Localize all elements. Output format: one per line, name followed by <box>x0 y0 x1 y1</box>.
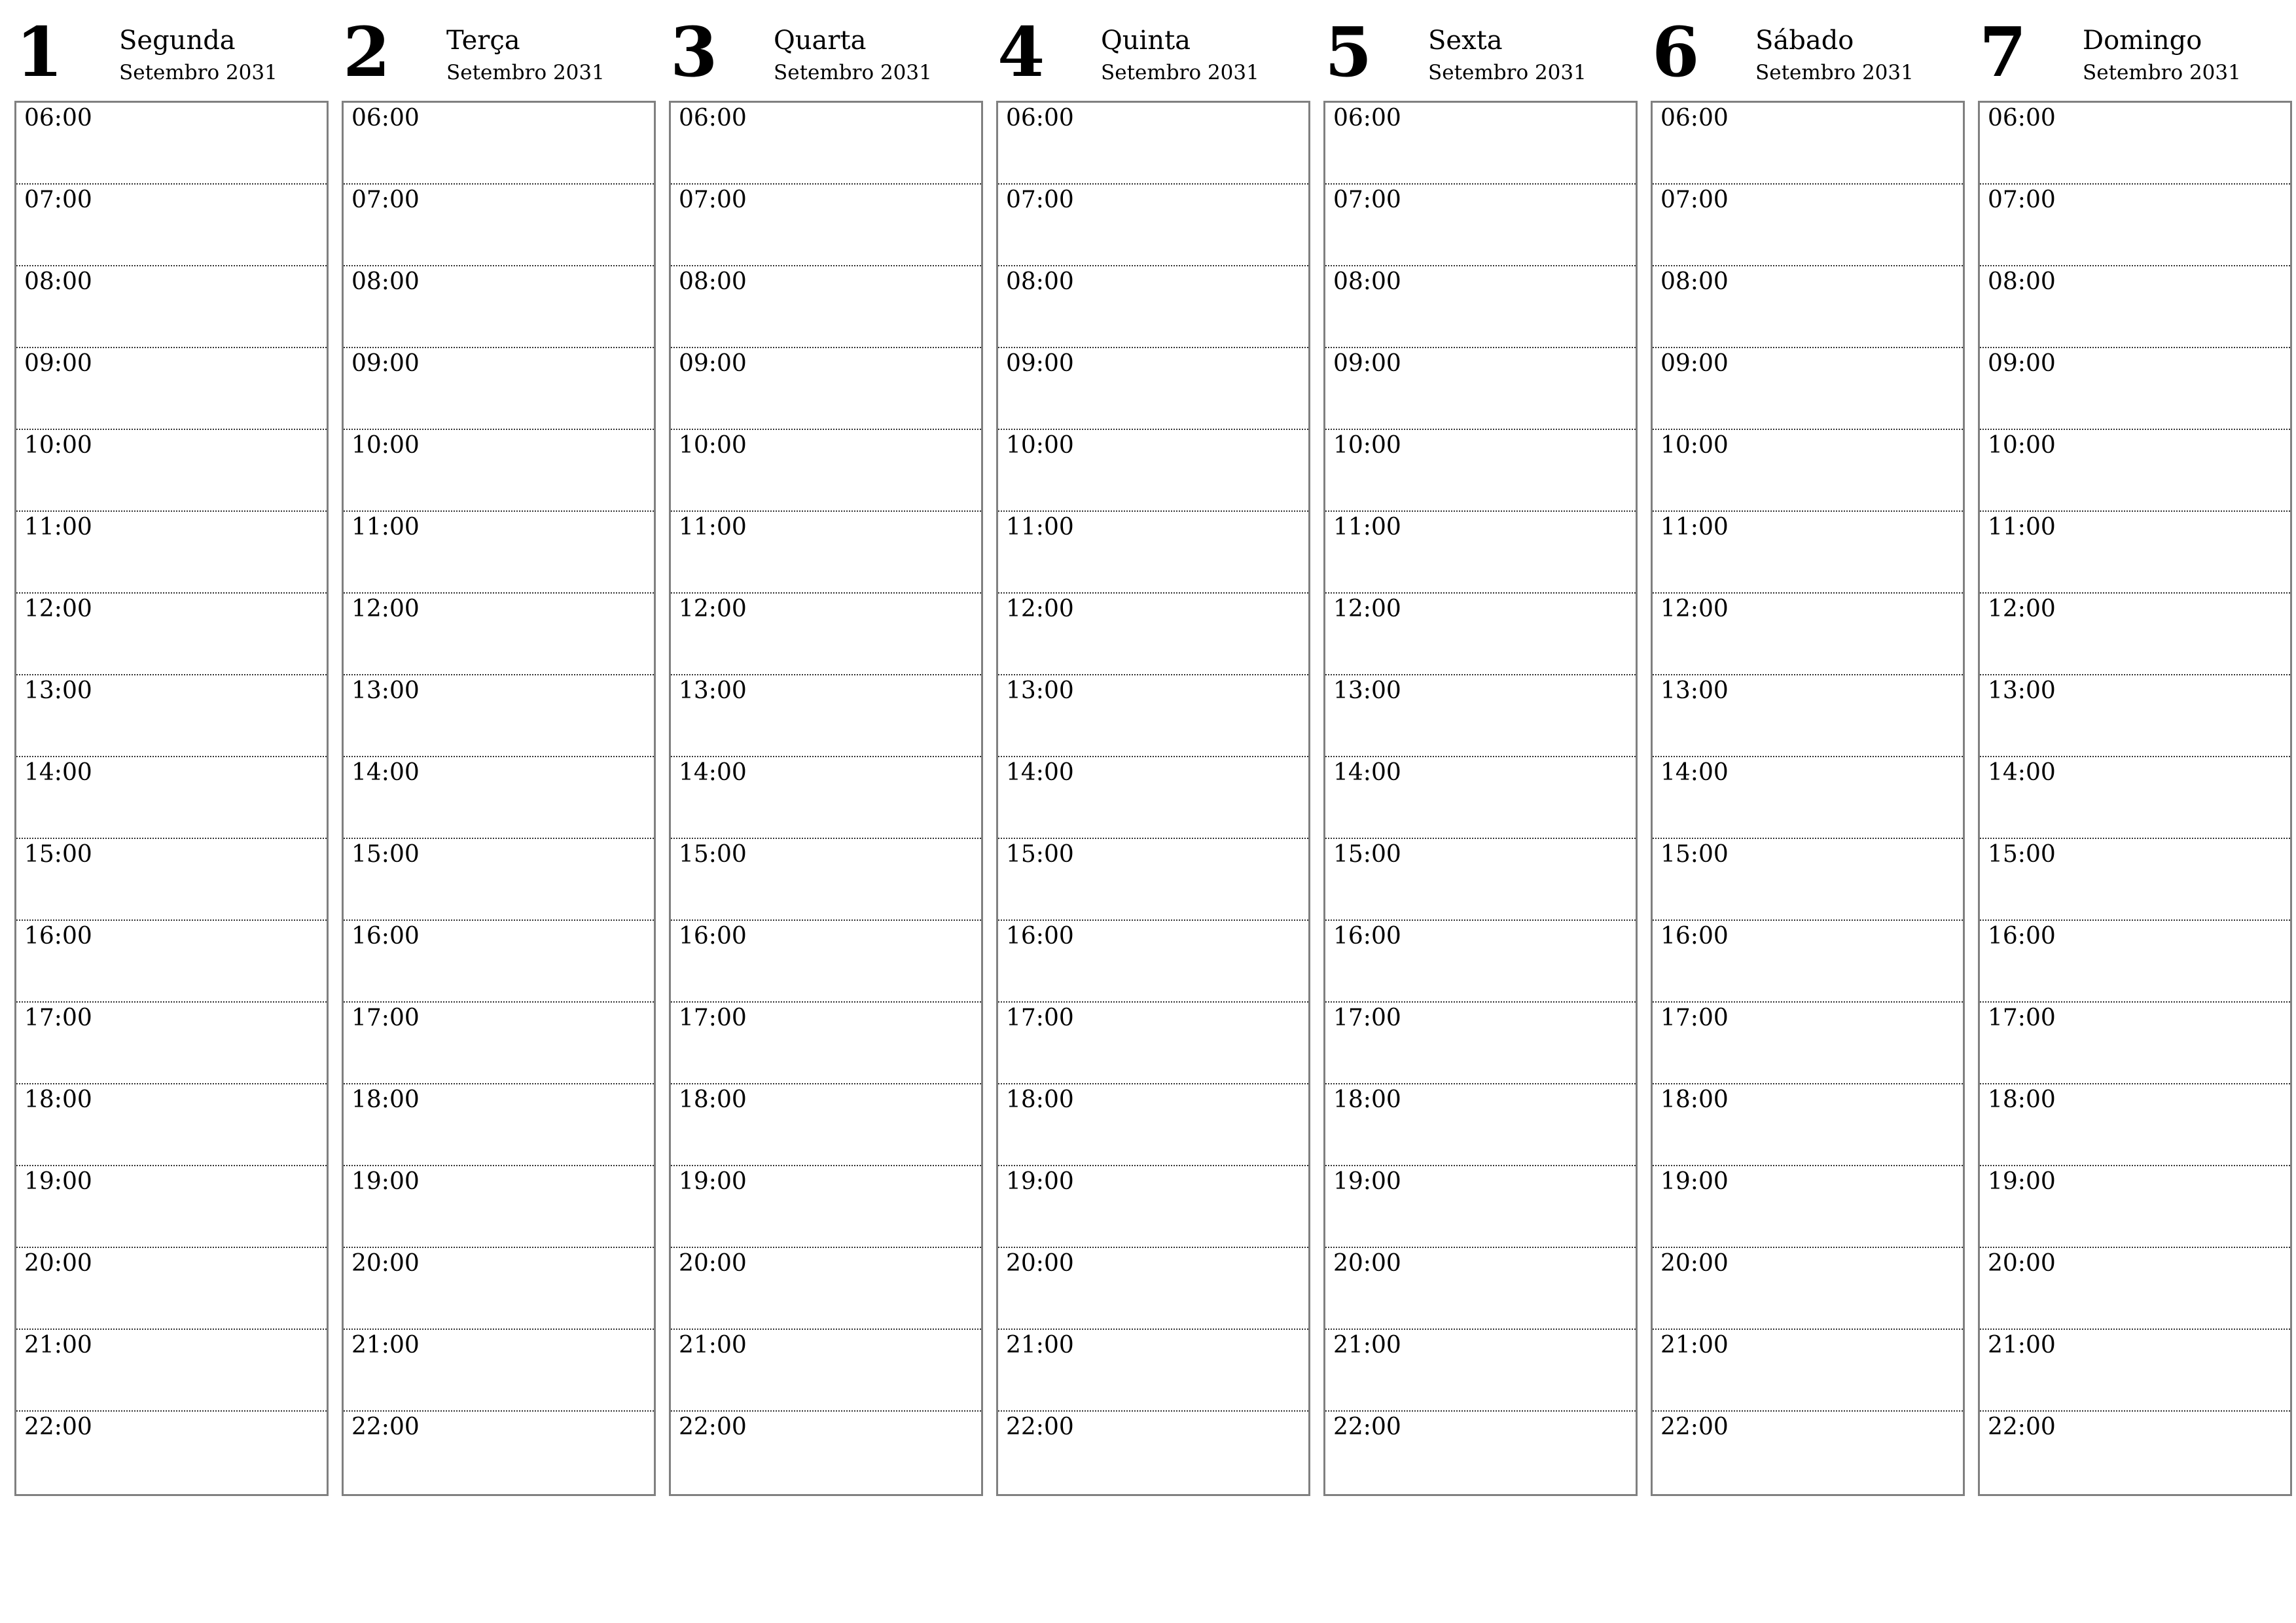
hour-label: 12:00 <box>1006 596 1074 622</box>
hour-slot[interactable] <box>998 1248 1308 1330</box>
hour-label: 07:00 <box>1988 187 2056 213</box>
hour-label: 21:00 <box>679 1332 747 1359</box>
hour-slots-box <box>14 101 329 1496</box>
hour-label: 18:00 <box>351 1086 420 1113</box>
hour-slot[interactable] <box>344 348 654 430</box>
day-number: 3 <box>670 12 718 92</box>
hour-label: 14:00 <box>1988 759 2056 786</box>
hour-slot[interactable] <box>16 1330 327 1412</box>
hour-slot[interactable] <box>1653 757 1963 839</box>
hour-slot[interactable] <box>1325 1166 1636 1248</box>
hour-label: 19:00 <box>1988 1168 2056 1195</box>
hour-slot[interactable] <box>1325 103 1636 185</box>
hour-label: 07:00 <box>351 187 420 213</box>
hour-slot[interactable] <box>16 839 327 921</box>
hour-label: 21:00 <box>1006 1332 1074 1359</box>
day-month-year: Setembro 2031 <box>2083 61 2241 84</box>
hour-slots-box <box>1978 101 2292 1496</box>
day-column <box>14 13 327 1499</box>
hour-slot[interactable] <box>16 348 327 430</box>
hour-slot[interactable] <box>1653 430 1963 512</box>
hour-label: 13:00 <box>1006 677 1074 704</box>
hour-slot[interactable] <box>344 266 654 348</box>
hour-slot[interactable] <box>671 675 981 757</box>
hour-slot[interactable] <box>1980 185 2290 266</box>
hour-label: 14:00 <box>1333 759 1401 786</box>
hour-label: 17:00 <box>24 1005 92 1031</box>
hour-slot[interactable] <box>671 185 981 266</box>
hour-slot[interactable] <box>1653 103 1963 185</box>
hour-slot[interactable] <box>1325 430 1636 512</box>
hour-label: 11:00 <box>1006 514 1074 541</box>
hour-label: 06:00 <box>1988 105 2056 132</box>
hour-label: 14:00 <box>1006 759 1074 786</box>
hour-label: 11:00 <box>679 514 747 541</box>
hour-label: 11:00 <box>1988 514 2056 541</box>
hour-slot[interactable] <box>16 103 327 185</box>
hour-slot[interactable] <box>671 430 981 512</box>
hour-label: 06:00 <box>1333 105 1401 132</box>
hour-label: 14:00 <box>1660 759 1729 786</box>
hour-label: 22:00 <box>1006 1414 1074 1440</box>
hour-label: 09:00 <box>24 350 92 377</box>
hour-label: 09:00 <box>351 350 420 377</box>
hour-label: 12:00 <box>1988 596 2056 622</box>
hour-slots-box <box>1323 101 1638 1496</box>
hour-slot[interactable] <box>1980 1166 2290 1248</box>
hour-label: 22:00 <box>679 1414 747 1440</box>
hour-label: 16:00 <box>679 923 747 950</box>
hour-label: 17:00 <box>1006 1005 1074 1031</box>
hour-label: 09:00 <box>1660 350 1729 377</box>
hour-slot[interactable] <box>671 103 981 185</box>
weekly-planner <box>14 13 2291 1499</box>
hour-label: 17:00 <box>1988 1005 2056 1031</box>
hour-slot[interactable] <box>1325 839 1636 921</box>
hour-label: 12:00 <box>1333 596 1401 622</box>
hour-slot[interactable] <box>1325 1330 1636 1412</box>
hour-label: 06:00 <box>1006 105 1074 132</box>
hour-label: 07:00 <box>1660 187 1729 213</box>
hour-label: 18:00 <box>1660 1086 1729 1113</box>
hour-label: 09:00 <box>1333 350 1401 377</box>
hour-slot[interactable] <box>671 1330 981 1412</box>
hour-slot[interactable] <box>16 266 327 348</box>
hour-label: 19:00 <box>679 1168 747 1195</box>
hour-label: 11:00 <box>1333 514 1401 541</box>
hour-slot[interactable] <box>16 185 327 266</box>
hour-slot[interactable] <box>998 1166 1308 1248</box>
hour-slot[interactable] <box>1653 1003 1963 1084</box>
hour-label: 07:00 <box>1333 187 1401 213</box>
hour-slot[interactable] <box>16 1084 327 1166</box>
day-number: 5 <box>1325 12 1372 92</box>
hour-label: 16:00 <box>1006 923 1074 950</box>
hour-label: 09:00 <box>1988 350 2056 377</box>
hour-slot[interactable] <box>1325 594 1636 675</box>
hour-slot[interactable] <box>1653 185 1963 266</box>
hour-slot[interactable] <box>998 1412 1308 1493</box>
hour-slot[interactable] <box>1653 1166 1963 1248</box>
hour-label: 12:00 <box>679 596 747 622</box>
hour-slot[interactable] <box>671 1084 981 1166</box>
hour-slot[interactable] <box>344 1330 654 1412</box>
hour-label: 12:00 <box>24 596 92 622</box>
hour-label: 13:00 <box>351 677 420 704</box>
hour-label: 15:00 <box>1660 841 1729 868</box>
hour-slot[interactable] <box>344 757 654 839</box>
hour-slot[interactable] <box>671 839 981 921</box>
hour-slot[interactable] <box>16 1412 327 1493</box>
day-month-year: Setembro 2031 <box>774 61 932 84</box>
hour-slot[interactable] <box>1325 1003 1636 1084</box>
hour-slot[interactable] <box>344 430 654 512</box>
hour-slot[interactable] <box>344 512 654 594</box>
hour-label: 13:00 <box>1988 677 2056 704</box>
hour-slot[interactable] <box>16 430 327 512</box>
hour-label: 15:00 <box>679 841 747 868</box>
hour-slot[interactable] <box>1653 1248 1963 1330</box>
hour-slots-box <box>996 101 1310 1496</box>
hour-slot[interactable] <box>1653 512 1963 594</box>
hour-slot[interactable] <box>1325 348 1636 430</box>
hour-label: 13:00 <box>24 677 92 704</box>
hour-slot[interactable] <box>1325 185 1636 266</box>
hour-slot[interactable] <box>1325 1248 1636 1330</box>
day-header <box>669 13 982 101</box>
hour-slot[interactable] <box>998 512 1308 594</box>
hour-label: 17:00 <box>679 1005 747 1031</box>
hour-slot[interactable] <box>998 757 1308 839</box>
hour-slot[interactable] <box>1653 348 1963 430</box>
day-number: 4 <box>997 12 1045 92</box>
hour-slot[interactable] <box>1980 1003 2290 1084</box>
hour-slot[interactable] <box>671 348 981 430</box>
hour-label: 14:00 <box>351 759 420 786</box>
hour-label: 08:00 <box>24 268 92 295</box>
hour-slot[interactable] <box>1980 675 2290 757</box>
hour-label: 08:00 <box>1988 268 2056 295</box>
day-name: Domingo <box>2083 26 2202 56</box>
hour-label: 10:00 <box>1660 432 1729 459</box>
hour-label: 16:00 <box>1333 923 1401 950</box>
hour-slot[interactable] <box>1653 266 1963 348</box>
hour-slot[interactable] <box>1325 1412 1636 1493</box>
hour-slot[interactable] <box>1325 675 1636 757</box>
hour-slot[interactable] <box>1653 1412 1963 1493</box>
hour-label: 13:00 <box>1333 677 1401 704</box>
hour-slots-box <box>342 101 656 1496</box>
hour-label: 07:00 <box>24 187 92 213</box>
day-header <box>14 13 327 101</box>
hour-slot[interactable] <box>1980 594 2290 675</box>
day-header <box>1978 13 2291 101</box>
hour-label: 16:00 <box>24 923 92 950</box>
hour-label: 10:00 <box>1333 432 1401 459</box>
hour-slot[interactable] <box>998 348 1308 430</box>
day-header <box>342 13 655 101</box>
day-name: Quarta <box>774 26 867 56</box>
hour-label: 21:00 <box>351 1332 420 1359</box>
day-month-year: Setembro 2031 <box>119 61 278 84</box>
hour-label: 06:00 <box>351 105 420 132</box>
hour-label: 18:00 <box>1333 1086 1401 1113</box>
hour-label: 11:00 <box>24 514 92 541</box>
day-name: Terça <box>446 26 520 56</box>
hour-label: 07:00 <box>1006 187 1074 213</box>
hour-label: 13:00 <box>679 677 747 704</box>
hour-label: 14:00 <box>24 759 92 786</box>
hour-slot[interactable] <box>998 1330 1308 1412</box>
day-header <box>1651 13 1964 101</box>
hour-slot[interactable] <box>1325 921 1636 1003</box>
hour-label: 21:00 <box>24 1332 92 1359</box>
hour-label: 08:00 <box>351 268 420 295</box>
hour-label: 13:00 <box>1660 677 1729 704</box>
day-month-year: Setembro 2031 <box>1428 61 1587 84</box>
hour-label: 16:00 <box>1988 923 2056 950</box>
hour-slot[interactable] <box>998 185 1308 266</box>
hour-label: 15:00 <box>1333 841 1401 868</box>
hour-slot[interactable] <box>1980 348 2290 430</box>
hour-label: 22:00 <box>351 1414 420 1440</box>
hour-slots-box <box>1651 101 1965 1496</box>
day-header <box>1323 13 1636 101</box>
hour-label: 10:00 <box>679 432 747 459</box>
hour-slot[interactable] <box>344 185 654 266</box>
hour-slot[interactable] <box>998 430 1308 512</box>
hour-slot[interactable] <box>344 1166 654 1248</box>
hour-slot[interactable] <box>671 757 981 839</box>
hour-label: 06:00 <box>679 105 747 132</box>
hour-label: 14:00 <box>679 759 747 786</box>
hour-slot[interactable] <box>1653 1084 1963 1166</box>
hour-label: 19:00 <box>1333 1168 1401 1195</box>
hour-slot[interactable] <box>344 1084 654 1166</box>
hour-label: 10:00 <box>24 432 92 459</box>
hour-slot[interactable] <box>671 921 981 1003</box>
hour-slot[interactable] <box>1980 1412 2290 1493</box>
hour-label: 22:00 <box>1660 1414 1729 1440</box>
day-name: Quinta <box>1101 26 1191 56</box>
hour-slot[interactable] <box>671 1003 981 1084</box>
hour-slot[interactable] <box>1653 921 1963 1003</box>
hour-label: 17:00 <box>1660 1005 1729 1031</box>
day-month-year: Setembro 2031 <box>1101 61 1259 84</box>
hour-label: 16:00 <box>1660 923 1729 950</box>
hour-slot[interactable] <box>16 594 327 675</box>
hour-slot[interactable] <box>16 512 327 594</box>
hour-label: 19:00 <box>1006 1168 1074 1195</box>
hour-slot[interactable] <box>1325 757 1636 839</box>
hour-slot[interactable] <box>671 266 981 348</box>
hour-slot[interactable] <box>344 839 654 921</box>
hour-slot[interactable] <box>1980 839 2290 921</box>
hour-label: 17:00 <box>1333 1005 1401 1031</box>
hour-slot[interactable] <box>344 1412 654 1493</box>
hour-slot[interactable] <box>16 675 327 757</box>
hour-slot[interactable] <box>344 675 654 757</box>
hour-label: 10:00 <box>1006 432 1074 459</box>
hour-slot[interactable] <box>344 594 654 675</box>
hour-slot[interactable] <box>1653 675 1963 757</box>
hour-label: 18:00 <box>1006 1086 1074 1113</box>
hour-slot[interactable] <box>1325 512 1636 594</box>
hour-label: 15:00 <box>351 841 420 868</box>
day-column <box>342 13 655 1499</box>
hour-label: 12:00 <box>351 596 420 622</box>
hour-slot[interactable] <box>998 1003 1308 1084</box>
day-name: Sexta <box>1428 26 1503 56</box>
day-number: 1 <box>16 12 63 92</box>
hour-slot[interactable] <box>1980 103 2290 185</box>
hour-label: 20:00 <box>1660 1250 1729 1277</box>
hour-slot[interactable] <box>1980 921 2290 1003</box>
hour-label: 07:00 <box>679 187 747 213</box>
hour-label: 18:00 <box>24 1086 92 1113</box>
hour-label: 15:00 <box>1988 841 2056 868</box>
hour-label: 09:00 <box>1006 350 1074 377</box>
hour-slot[interactable] <box>344 103 654 185</box>
hour-label: 15:00 <box>1006 841 1074 868</box>
hour-label: 11:00 <box>351 514 420 541</box>
hour-slot[interactable] <box>344 921 654 1003</box>
day-number: 7 <box>1979 12 2027 92</box>
hour-label: 18:00 <box>679 1086 747 1113</box>
hour-label: 11:00 <box>1660 514 1729 541</box>
hour-slot[interactable] <box>671 1248 981 1330</box>
hour-slot[interactable] <box>998 1084 1308 1166</box>
day-number: 2 <box>343 12 391 92</box>
hour-label: 22:00 <box>1988 1414 2056 1440</box>
day-column <box>669 13 982 1499</box>
hour-slot[interactable] <box>16 1166 327 1248</box>
hour-slot[interactable] <box>671 1166 981 1248</box>
hour-label: 21:00 <box>1660 1332 1729 1359</box>
hour-label: 20:00 <box>24 1250 92 1277</box>
hour-slot[interactable] <box>1980 512 2290 594</box>
day-column <box>1323 13 1636 1499</box>
hour-slot[interactable] <box>1980 757 2290 839</box>
hour-label: 18:00 <box>1988 1086 2056 1113</box>
hour-label: 22:00 <box>1333 1414 1401 1440</box>
hour-slot[interactable] <box>998 839 1308 921</box>
hour-slot[interactable] <box>16 1003 327 1084</box>
hour-slot[interactable] <box>1980 266 2290 348</box>
hour-slot[interactable] <box>1980 430 2290 512</box>
day-month-year: Setembro 2031 <box>1755 61 1914 84</box>
hour-label: 21:00 <box>1333 1332 1401 1359</box>
hour-slot[interactable] <box>671 1412 981 1493</box>
hour-label: 08:00 <box>1006 268 1074 295</box>
hour-label: 12:00 <box>1660 596 1729 622</box>
hour-label: 19:00 <box>24 1168 92 1195</box>
hour-slot[interactable] <box>1980 1084 2290 1166</box>
hour-label: 20:00 <box>1333 1250 1401 1277</box>
hour-slot[interactable] <box>998 675 1308 757</box>
hour-slot[interactable] <box>998 103 1308 185</box>
hour-slot[interactable] <box>16 757 327 839</box>
day-column <box>1978 13 2291 1499</box>
hour-label: 20:00 <box>1988 1250 2056 1277</box>
hour-label: 19:00 <box>351 1168 420 1195</box>
day-month-year: Setembro 2031 <box>446 61 605 84</box>
hour-label: 15:00 <box>24 841 92 868</box>
hour-slot[interactable] <box>1980 1330 2290 1412</box>
hour-slot[interactable] <box>344 1248 654 1330</box>
hour-slot[interactable] <box>16 1248 327 1330</box>
day-name: Segunda <box>119 26 236 56</box>
hour-slot[interactable] <box>1325 1084 1636 1166</box>
hour-label: 09:00 <box>679 350 747 377</box>
hour-slot[interactable] <box>1653 594 1963 675</box>
hour-slot[interactable] <box>671 594 981 675</box>
hour-slot[interactable] <box>344 1003 654 1084</box>
hour-label: 10:00 <box>351 432 420 459</box>
hour-slot[interactable] <box>998 266 1308 348</box>
hour-slot[interactable] <box>671 512 981 594</box>
day-number: 6 <box>1652 12 1700 92</box>
day-column <box>1651 13 1964 1499</box>
hour-label: 06:00 <box>24 105 92 132</box>
hour-label: 08:00 <box>679 268 747 295</box>
hour-label: 06:00 <box>1660 105 1729 132</box>
hour-label: 16:00 <box>351 923 420 950</box>
hour-label: 21:00 <box>1988 1332 2056 1359</box>
hour-label: 20:00 <box>1006 1250 1074 1277</box>
hour-slot[interactable] <box>998 594 1308 675</box>
hour-label: 20:00 <box>679 1250 747 1277</box>
hour-label: 08:00 <box>1660 268 1729 295</box>
hour-slot[interactable] <box>1980 1248 2290 1330</box>
hour-slots-box <box>669 101 983 1496</box>
hour-slot[interactable] <box>1653 1330 1963 1412</box>
hour-slot[interactable] <box>16 921 327 1003</box>
hour-slot[interactable] <box>1653 839 1963 921</box>
hour-slot[interactable] <box>1325 266 1636 348</box>
day-header <box>996 13 1309 101</box>
day-column <box>996 13 1309 1499</box>
day-name: Sábado <box>1755 26 1854 56</box>
hour-label: 10:00 <box>1988 432 2056 459</box>
hour-slot[interactable] <box>998 921 1308 1003</box>
hour-label: 19:00 <box>1660 1168 1729 1195</box>
hour-label: 17:00 <box>351 1005 420 1031</box>
hour-label: 20:00 <box>351 1250 420 1277</box>
hour-label: 08:00 <box>1333 268 1401 295</box>
hour-label: 22:00 <box>24 1414 92 1440</box>
